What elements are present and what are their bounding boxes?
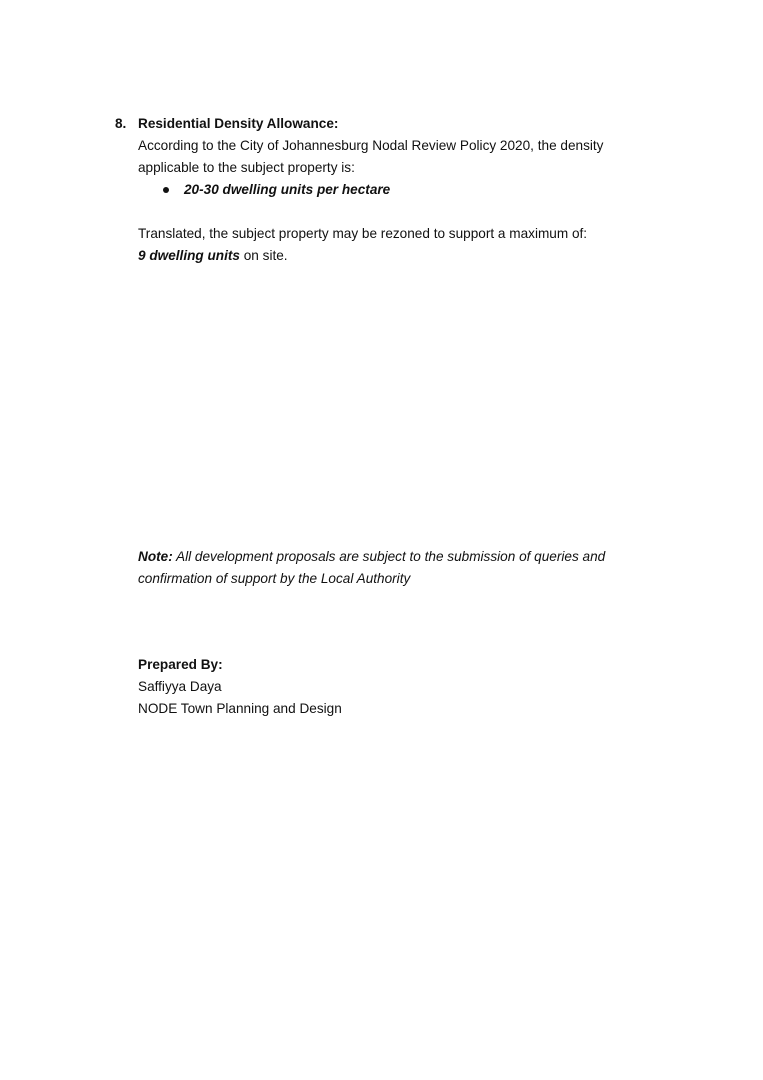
spacer bbox=[115, 201, 655, 223]
preparer-company: NODE Town Planning and Design bbox=[138, 701, 342, 716]
prepared-by-block bbox=[138, 654, 638, 720]
max-units-line bbox=[138, 245, 655, 267]
note-label: Note: bbox=[138, 549, 173, 564]
density-allowance-section bbox=[115, 113, 655, 267]
intro-line-1: According to the City of Johannesburg Nodal Review Policy 2020, the density bbox=[138, 138, 604, 153]
max-units-suffix: on site. bbox=[239, 248, 288, 263]
section-heading bbox=[115, 113, 655, 135]
section-number: 8. bbox=[115, 116, 127, 131]
note-text-1: All development proposals are subject to the submission of queries and bbox=[172, 549, 606, 564]
bullet-icon bbox=[163, 187, 169, 193]
note-line-1 bbox=[138, 546, 658, 568]
preparer-name: Saffiyya Daya bbox=[138, 679, 222, 694]
note-block bbox=[138, 546, 658, 590]
density-bullet bbox=[138, 179, 655, 201]
max-units-value: 9 dwelling units bbox=[138, 248, 240, 263]
section-title: Residential Density Allowance: bbox=[138, 116, 339, 131]
translated-line: Translated, the subject property may be rezoned to support a maximum of: bbox=[138, 226, 588, 241]
density-value: 20-30 dwelling units per hectare bbox=[184, 182, 391, 197]
note-line-2: confirmation of support by the Local Authority bbox=[138, 571, 411, 586]
prepared-by-label: Prepared By: bbox=[138, 657, 223, 672]
intro-line-2: applicable to the subject property is: bbox=[138, 160, 355, 175]
